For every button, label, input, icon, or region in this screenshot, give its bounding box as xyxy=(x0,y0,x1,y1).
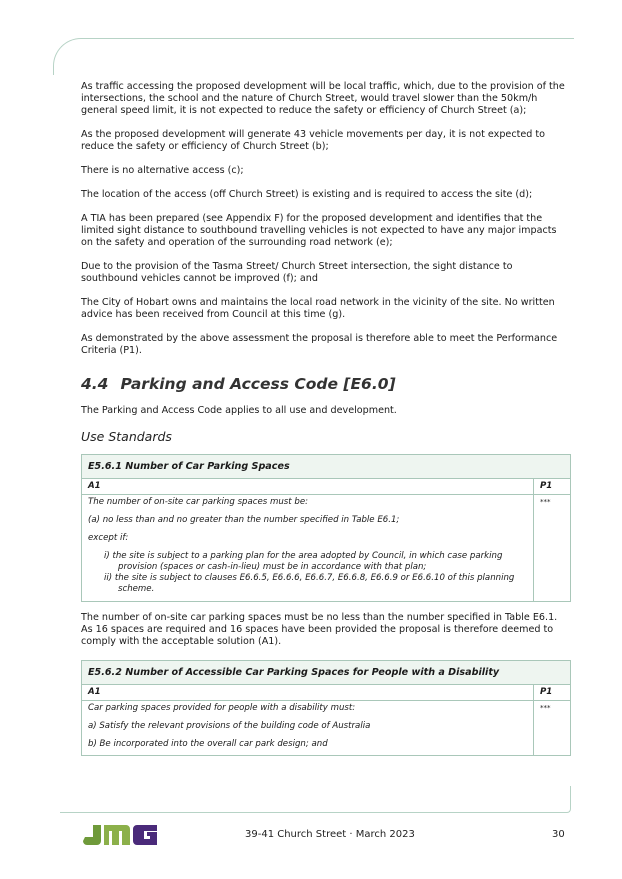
table1-subitem-1: i) the site is subject to a parking plan for the area adopted by Council, in which case parking provision (spaces or cash-in-lieu) must be in accordance with that plan; xyxy=(104,551,503,572)
table1-stars: *** xyxy=(534,495,571,602)
paragraph-7: The City of Hobart owns and maintains the local road network in the vicinity of the site. No written advice has been received from Council at this time (g). xyxy=(81,297,555,320)
paragraph-4: The location of the access (off Church Street) is existing and is required to access the site (d); xyxy=(81,189,533,200)
table1-col-p: P1 xyxy=(534,479,571,495)
jmg-logo xyxy=(83,823,161,847)
paragraph-8: As demonstrated by the above assessment the proposal is therefore able to meet the Performance Criteria (P1). xyxy=(81,333,558,356)
paragraph-6: Due to the provision of the Tasma Street/ Church Street intersection, the sight distance to southbound vehicles cannot be improved (f); and xyxy=(81,261,513,284)
table2-col-p: P1 xyxy=(534,685,571,701)
section-title: Parking and Access Code [E6.0] xyxy=(120,375,396,393)
paragraph-after-table1: The number of on-site car parking spaces must be no less than the number specified in Table E6.1. As 16 spaces are required and 16 spaces have been provided the proposal is therefore deemed to comply with the acceptable solution (A1). xyxy=(81,612,558,647)
table2-col-a: A1 xyxy=(82,685,534,701)
section-number: 4.4 xyxy=(81,375,109,393)
table1-line-2: (a) no less than and no greater than the number specified in Table E6.1; xyxy=(88,515,400,525)
table2-body xyxy=(82,701,534,756)
table1-body xyxy=(82,495,534,602)
footer-text: 39-41 Church Street · March 2023 xyxy=(245,829,415,840)
table-car-parking-spaces xyxy=(81,454,571,602)
table1-line-1: The number of on-site car parking spaces must be: xyxy=(88,497,309,507)
table1-subitem-2: ii) the site is subject to clauses E6.6.5, E6.6.6, E6.6.7, E6.6.8, E6.6.9 or E6.6.10 of this planning scheme. xyxy=(104,573,515,594)
paragraph-2: As the proposed development will generate 43 vehicle movements per day, it is not expected to reduce the safety or efficiency of Church Street (b); xyxy=(81,129,546,152)
table2-stars: *** xyxy=(534,701,571,756)
subheading-use-standards: Use Standards xyxy=(81,429,172,444)
table1-col-a: A1 xyxy=(82,479,534,495)
paragraph-3: There is no alternative access (c); xyxy=(81,165,244,176)
page-frame-top xyxy=(53,38,574,75)
table1-line-3: except if: xyxy=(88,533,129,543)
table2-line-1: Car parking spaces provided for people with a disability must: xyxy=(88,703,356,713)
table2-line-2: a) Satisfy the relevant provisions of the building code of Australia xyxy=(88,721,371,731)
page-frame-bottom xyxy=(60,786,571,813)
page-number: 30 xyxy=(552,829,565,840)
table-accessible-parking xyxy=(81,660,571,756)
section-heading xyxy=(81,375,571,393)
table2-title: E5.6.2 Number of Accessible Car Parking Spaces for People with a Disability xyxy=(82,661,571,685)
paragraph-1: As traffic accessing the proposed development will be local traffic, which, due to the provision of the intersections, the school and the nature of Church Street, would travel slower than the 50km/h general speed limit, it is not expected to reduce the safety or efficiency of Church Street (a); xyxy=(81,81,565,116)
table2-line-3: b) Be incorporated into the overall car park design; and xyxy=(88,739,328,749)
paragraph-5: A TIA has been prepared (see Appendix F) for the proposed development and identifies that the limited sight distance to southbound travelling vehicles is not expected to have any major impacts on the safety and operation of the surrounding road network (e); xyxy=(81,213,557,248)
section-intro: The Parking and Access Code applies to all use and development. xyxy=(81,405,397,416)
page-content xyxy=(81,81,571,766)
table1-title: E5.6.1 Number of Car Parking Spaces xyxy=(82,455,571,479)
